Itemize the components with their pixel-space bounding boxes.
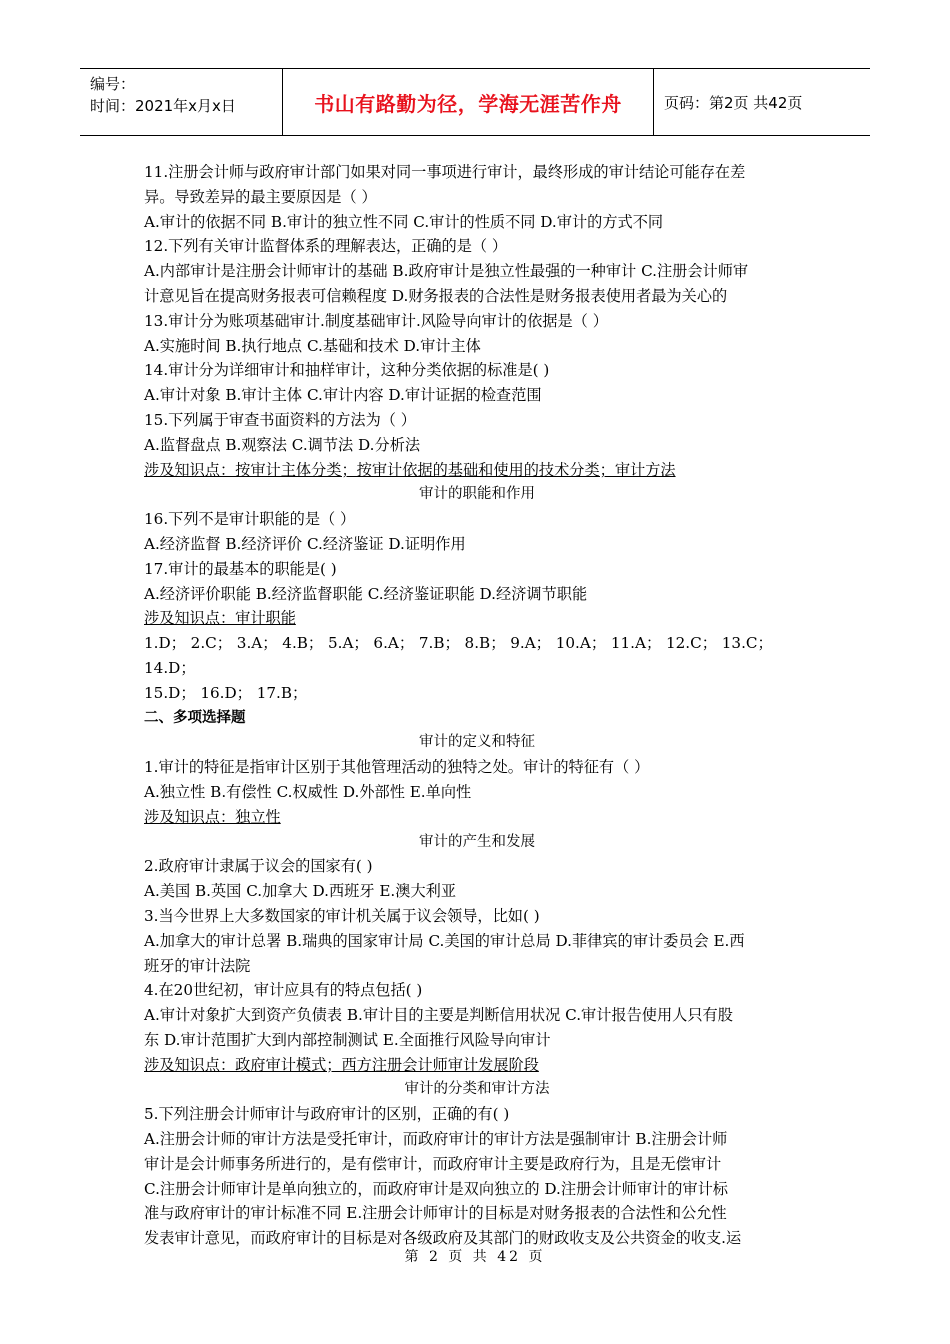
body-line: A.监督盘点 B.观察法 C.调节法 D.分析法 — [144, 435, 421, 454]
body-line: A.审计对象扩大到资产负债表 B.审计目的主要是判断信用状况 C.审计报告使用人只有股 — [144, 1006, 733, 1025]
part-heading: 二、多项选择题 — [144, 709, 246, 726]
body-line: 准与政府审计的审计标准不同 E.注册会计师审计的目标是对财务报表的合法性和公允性 — [144, 1204, 727, 1223]
body-line: 15.D； 16.D； 17.B； — [144, 683, 308, 702]
section-heading: 审计的产生和发展 — [419, 833, 535, 850]
body-line: A.加拿大的审计总署 B.瑞典的国家审计局 C.美国的审计总局 D.菲律宾的审计委员会 E.西 — [144, 931, 745, 950]
body-line: 东 D.审计范围扩大到内部控制测试 E.全面推行风险导向审计 — [144, 1030, 551, 1049]
body-line: 2.政府审计隶属于议会的国家有( ) — [144, 857, 373, 876]
document-number-label: 编号： — [90, 75, 136, 93]
knowledge-point-line: 涉及知识点：审计职能 — [144, 609, 296, 628]
body-line: A.独立性 B.有偿性 C.权威性 D.外部性 E.单向性 — [144, 782, 472, 801]
knowledge-point-line: 涉及知识点：按审计主体分类；按审计依据的基础和使用的技术分类；审计方法 — [144, 460, 676, 479]
body-line: 16.下列不是审计职能的是（ ） — [144, 510, 356, 529]
body-line: A.审计对象 B.审计主体 C.审计内容 D.审计证据的检查范围 — [144, 386, 542, 405]
section-heading: 审计的分类和审计方法 — [404, 1081, 550, 1098]
knowledge-point-line: 涉及知识点：政府审计模式；西方注册会计师审计发展阶段 — [144, 1055, 539, 1074]
body-line: 15.下列属于审查书面资料的方法为（ ） — [144, 410, 416, 429]
header-left-cell — [80, 69, 282, 135]
body-line: 3.当今世界上大多数国家的审计机关属于议会领导，比如( ) — [144, 906, 540, 925]
section-heading: 审计的职能和作用 — [419, 486, 535, 503]
body-line: 14.审计分为详细审计和抽样审计，这种分类依据的标准是( ) — [144, 361, 550, 380]
body-line: 11.注册会计师与政府审计部门如果对同一事项进行审计，最终形成的审计结论可能存在差 — [144, 163, 746, 181]
body-line: 发表审计意见，而政府审计的目标是对各级政府及其部门的财政收支及公共资金的收支.运 — [144, 1229, 742, 1248]
body-line: 17.审计的最基本的职能是( ) — [144, 559, 337, 578]
header-page-info: 页码：第2页 共42页 — [664, 93, 803, 112]
body-line: 13.审计分为账项基础审计.制度基础审计.风险导向审计的依据是（ ） — [144, 311, 608, 330]
body-line: C.注册会计师审计是单向独立的，而政府审计是双向独立的 D.注册会计师审计的审计标 — [144, 1179, 728, 1198]
body-line: A.美国 B.英国 C.加拿大 D.西班牙 E.澳大利亚 — [144, 882, 457, 901]
body-line: A.内部审计是注册会计师审计的基础 B.政府审计是独立性最强的一种审计 C.注册会计师审 — [144, 262, 749, 281]
body-line: 1.D； 2.C； 3.A； 4.B； 5.A； 6.A； 7.B； 8.B； 9.A； 10.A； 11.A； 12.C； 13.C； 14.D； — [144, 634, 773, 677]
body-line: 4.在20世纪初，审计应具有的特点包括( ) — [144, 981, 423, 1000]
body-line: A.注册会计师的审计方法是受托审计，而政府审计的审计方法是强制审计 B.注册会计师 — [144, 1130, 728, 1149]
body-line: A.实施时间 B.执行地点 C.基础和技术 D.审计主体 — [144, 336, 481, 355]
body-line: 12.下列有关审计监督体系的理解表达，正确的是（ ） — [144, 237, 508, 256]
body-line: 异。导致差异的最主要原因是（ ） — [144, 187, 377, 206]
section-heading: 审计的定义和特征 — [419, 734, 535, 751]
knowledge-point-line: 涉及知识点：独立性 — [144, 807, 281, 826]
body-line: 计意见旨在提高财务报表可信赖程度 D.财务报表的合法性是财务报表使用者最为关心的 — [144, 286, 728, 305]
document-date-label: 时间：2021年x月x日 — [90, 97, 236, 115]
body-line: A.审计的依据不同 B.审计的独立性不同 C.审计的性质不同 D.审计的方式不同 — [144, 212, 664, 231]
body-line: 审计是会计师事务所进行的，是有偿审计，而政府审计主要是政府行为，且是无偿审计 — [144, 1154, 722, 1173]
document-body — [144, 160, 810, 1251]
body-line: A.经济评价职能 B.经济监督职能 C.经济鉴证职能 D.经济调节职能 — [144, 584, 588, 603]
body-line: A.经济监督 B.经济评价 C.经济鉴证 D.证明作用 — [144, 534, 466, 553]
body-line: 5.下列注册会计师审计与政府审计的区别，正确的有( ) — [144, 1105, 510, 1124]
body-line: 班牙的审计法院 — [144, 956, 251, 975]
body-line: 1.审计的特征是指审计区别于其他管理活动的独特之处。审计的特征有（ ） — [144, 758, 650, 777]
page-header — [80, 68, 870, 136]
header-motto: 书山有路勤为径，学海无涯苦作舟 — [282, 69, 654, 135]
page-footer: 第 2 页 共 42 页 — [404, 1249, 546, 1265]
